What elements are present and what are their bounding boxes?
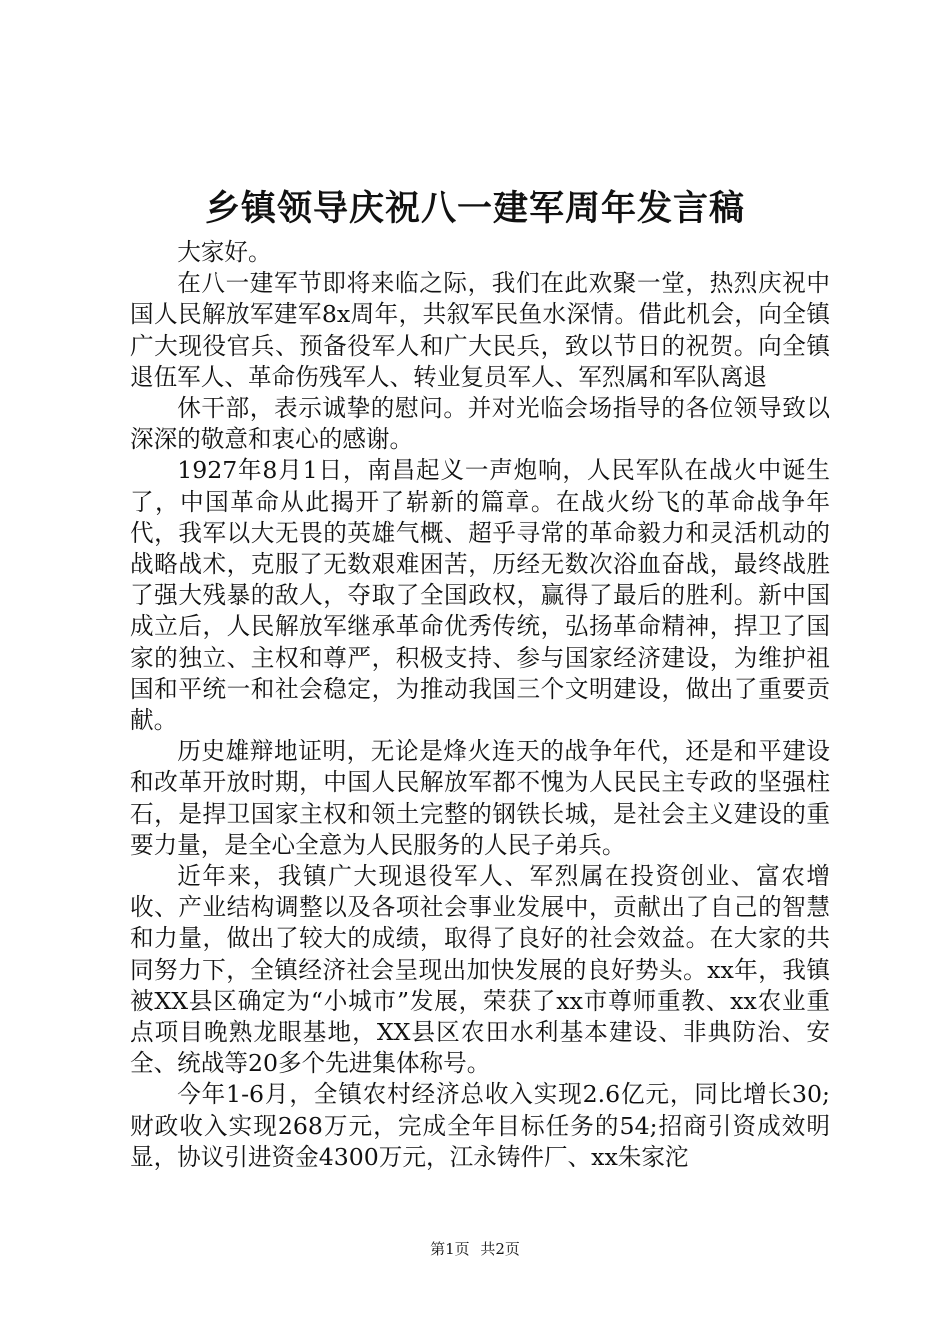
page-footer [0,1238,950,1260]
paragraph-greeting: 大家好。 [177,238,272,266]
paragraph-achievements: 近年来，我镇广大现退役军人、军烈属在投资创业、富农增收、产业结构调整以及各项社会事业发展中，贡献出了自己的智慧和力量，做出了较大的成绩，取得了良好的社会效益。在大家的共同努力下，全镇经济社会呈现出加快发展的良好势头。xx年，我镇被XX县区确定为“小城市”发展，荣获了xx市尊师重教、xx农业重点项目晚熟龙眼基地，XX县区农田水利基本建设、非典防治、安全、统战等20多个先进集体称号。 [130,862,830,1078]
page-number: 第1页 [430,1240,470,1258]
paragraph-economy: 今年1-6月，全镇农村经济总收入实现2.6亿元，同比增长30;财政收入实现268万元，完成全年目标任务的54;招商引资成效明显，协议引进资金4300万元，江永铸件厂、xx朱家沱 [130,1080,830,1171]
paragraph-opening: 在八一建军节即将来临之际，我们在此欢聚一堂，热烈庆祝中国人民解放军建军8x周年，共叙军民鱼水深情。借此机会，向全镇广大现役官兵、预备役军人和广大民兵，致以节日的祝贺。向全镇退伍军人、革命伤残军人、转业复员军人、军烈属和军队离退 [130,269,830,391]
document-title: 乡镇领导庆祝八一建军周年发言稿 [204,189,745,229]
document-body [130,237,830,1173]
paragraph-history: 1927年8月1日，南昌起义一声炮响，人民军队在战火中诞生了，中国革命从此揭开了崭新的篇章。在战火纷飞的革命战争年代，我军以大无畏的英雄气概、超乎寻常的革命毅力和灵活机动的战略战术，克服了无数艰难困苦，历经无数次浴血奋战，最终战胜了强大残暴的敌人，夺取了全国政权，赢得了最后的胜利。新中国成立后，人民解放军继承革命优秀传统，弘扬革命精神，捍卫了国家的独立、主权和尊严，积极支持、参与国家经济建设，为维护祖国和平统一和社会稳定，为推动我国三个文明建设，做出了重要贡献。 [130,456,830,735]
paragraph-proof: 历史雄辩地证明，无论是烽火连天的战争年代，还是和平建设和改革开放时期，中国人民解放军都不愧为人民民主专政的坚强柱石，是捍卫国家主权和领土完整的钢铁长城，是社会主义建设的重要力量，是全心全意为人民服务的人民子弟兵。 [130,737,830,859]
paragraph-thanks: 休干部，表示诚挚的慰问。并对光临会场指导的各位领导致以深深的敬意和衷心的感谢。 [130,394,830,454]
page-total: 共2页 [480,1240,520,1258]
